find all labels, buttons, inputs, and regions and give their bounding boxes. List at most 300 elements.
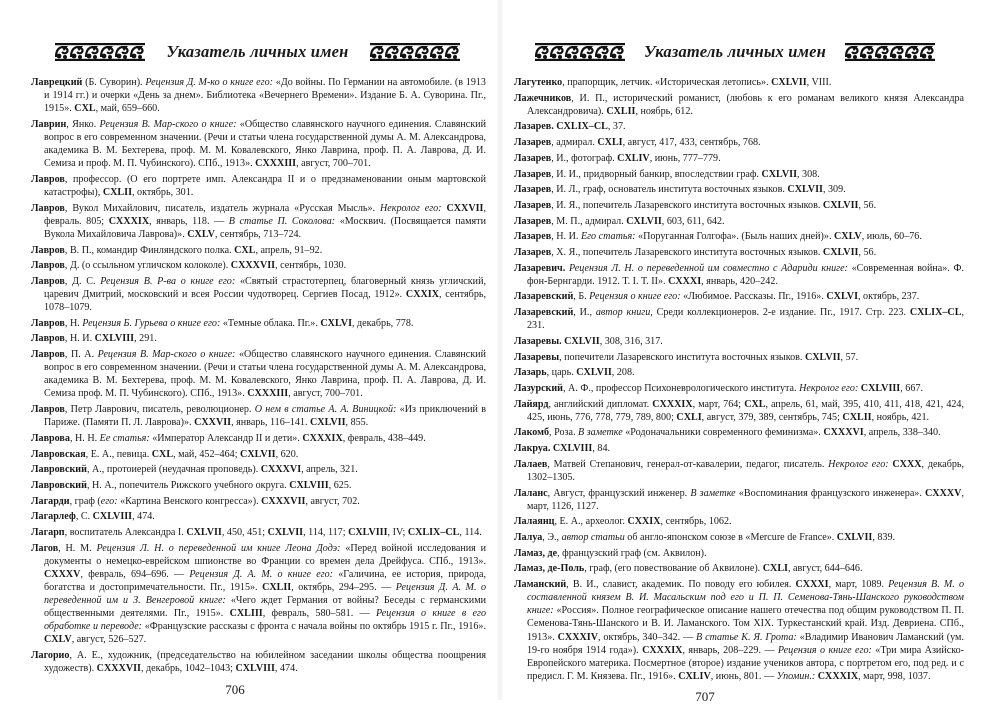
entry-text: , граф, (его повествование об Аквилоне). (584, 563, 763, 575)
entry-heading-or-volume: CXXXIX (302, 432, 343, 444)
index-entry (514, 262, 964, 288)
index-entry (514, 168, 964, 181)
entry-text: , М. П., адмирал. (551, 215, 627, 227)
entry-heading-or-volume: CXXXI (795, 579, 829, 591)
index-entry (31, 448, 486, 461)
entry-note: В заметке (690, 487, 739, 499)
entry-text: , Е. А., археолог. (554, 516, 628, 528)
entry-text: , 291. (134, 333, 157, 345)
entry-text: , февраль, 438–449. (342, 432, 426, 444)
entry-text: «Картина Венского конгресса»). (120, 495, 262, 507)
entry-text: , И. Я., попечитель Лазаревского института восточных языков. (551, 199, 823, 211)
entry-note: Рецензия Л. Н. о переведенной им книге Леона Додэ: (96, 542, 346, 554)
floral-ornament-icon (55, 42, 145, 62)
entry-text: (Б. Суворин). (82, 77, 146, 88)
entry-heading-or-volume: Ламанский (514, 579, 567, 591)
entry-heading-or-volume: CXL (744, 398, 766, 410)
entry-heading-or-volume: CXLVIII (348, 527, 388, 538)
entry-text: , попечители Лазаревского института восточных языков. (559, 351, 805, 363)
entry-heading-or-volume: CXL (234, 244, 256, 256)
entry-heading-or-volume: CXLVII (310, 417, 346, 429)
entry-text: , сентябрь, 713–724. (214, 228, 302, 240)
index-entry (31, 526, 486, 539)
entry-text: , А., протоиерей (неудачная проповедь). (86, 464, 261, 476)
entry-text: , октябрь, 294–295. — (291, 581, 396, 593)
entry-heading-or-volume: CXLVI (826, 291, 858, 303)
entry-note: Рецензия о книге его: (777, 644, 876, 656)
entry-text: , П. А. (64, 349, 98, 361)
entry-text: , Н. Н. (69, 432, 100, 444)
entry-text: , VIII. (806, 77, 832, 88)
entry-heading-or-volume: CXXVII (446, 202, 484, 214)
index-entry (514, 562, 964, 575)
entry-text: , 450, 451; (221, 527, 268, 538)
entry-text: , 37. (607, 121, 626, 133)
entry-text: , 839. (872, 532, 896, 544)
index-entry (31, 332, 486, 345)
entry-heading-or-volume: Лавров (31, 333, 65, 345)
entry-text: , январь, 208–229. — (682, 644, 778, 656)
entry-text: «Император Александр II и дети». (152, 432, 303, 444)
entry-text: , 56. (858, 246, 877, 258)
entry-text: , ноябрь, 612. (635, 105, 693, 117)
entry-text: , ноябрь, 421. (871, 411, 930, 423)
index-entry (514, 578, 964, 683)
entry-text: , французский граф (см. Аквилон). (557, 547, 707, 559)
index-entry (31, 649, 486, 675)
entry-heading-or-volume: Лакруа. CXLVIII (514, 443, 593, 455)
entry-text: , профессор. (О его портрете имп. Александра II и о предзнаменовании оным мартовской катастрофы), (44, 173, 486, 198)
entry-heading-or-volume: Лагарлеф (31, 511, 76, 523)
entry-heading-or-volume: CXLV (44, 634, 72, 646)
entry-note: В статье К. Я. Грота: (696, 631, 800, 643)
index-entry (514, 335, 964, 348)
entry-heading-or-volume: CXL (74, 103, 96, 115)
entry-text: , 114. (459, 527, 482, 538)
entry-note: В статье П. Соколова: (228, 215, 340, 227)
entry-text: , А. Ф., профессор Психоневрологического института. (563, 382, 800, 394)
entry-heading-or-volume: CXXX (892, 458, 922, 470)
entry-text: , август, 644–646. (787, 563, 863, 575)
index-entry (514, 382, 964, 395)
index-entry (31, 173, 486, 199)
entry-text: , июнь, 801. — (710, 670, 777, 682)
entry-text: , 208. (611, 367, 635, 379)
entry-heading-or-volume: Ламаз, де-Поль (514, 563, 585, 575)
page-number: 707 (695, 689, 715, 704)
entry-text: , август, 379, 389, сентябрь, 745; (701, 411, 843, 423)
entry-text: , английский дипломат. (548, 398, 653, 410)
entry-heading-or-volume: CXLVIII (860, 382, 901, 394)
entry-heading-or-volume: CXLVIII (235, 663, 275, 675)
entry-text: «Темные облака. Пг.». (222, 317, 321, 329)
entry-heading-or-volume: CXLVII (186, 527, 222, 538)
entry-text: , июнь, 777–779. (649, 152, 721, 164)
entry-text: , март, 764; (692, 398, 745, 410)
entry-text: , прапорщик, летчик. «Историческая летопись». (562, 77, 772, 88)
entry-note: В заметке (578, 427, 626, 439)
entry-heading-or-volume: CXXXIII (255, 158, 297, 170)
index-entry (514, 306, 964, 332)
entry-text: , воспитатель Александра I. (64, 527, 187, 538)
entry-heading-or-volume: CXXXIX (652, 398, 693, 410)
entry-text: , февраль. 805; (44, 202, 486, 227)
entry-heading-or-volume: Лазаревы (514, 351, 560, 363)
floral-ornament-icon (845, 42, 935, 62)
entry-text: , В. П., командир Финляндского полка. (64, 244, 235, 256)
index-entry (31, 317, 486, 330)
entry-heading-or-volume: CXXXIV (557, 631, 599, 643)
entry-text: , 114, 117; (303, 527, 349, 538)
index-entry (514, 366, 964, 379)
right-page (500, 0, 1000, 704)
entry-text: , Н. И. (551, 231, 581, 243)
entry-heading-or-volume: CXLVII (576, 367, 612, 379)
entry-heading-or-volume: CXXXI (668, 275, 702, 287)
entry-text: , март, 1126, 1127. (527, 487, 964, 512)
entry-heading-or-volume: CXXXVI (823, 427, 864, 439)
entry-text: «Современная война». Ф. фон-Бернгарди. 1912. Т. I. Т. II». (527, 262, 964, 287)
index-entry (31, 76, 486, 115)
index-entry (514, 199, 964, 212)
entry-text: , 56. (858, 199, 877, 211)
entry-note: Рецензия о книге его: (589, 291, 684, 303)
entry-heading-or-volume: CXLVII (787, 184, 823, 196)
entry-text: , октябрь, 340–342. — (598, 631, 697, 643)
entry-heading-or-volume: Лагарп (31, 527, 65, 538)
entry-heading-or-volume: Лазарь (514, 367, 547, 379)
entry-heading-or-volume: CXLII (842, 411, 872, 423)
entry-text: «Французские рассказы с фронта с начала войны по октябрь 1915 г. Пг., 1916». (144, 621, 487, 633)
entry-heading-or-volume: CXXXIX (817, 670, 859, 682)
entry-text: , Х. Я., попечитель Лазаревского института восточных языков. (551, 246, 823, 258)
entry-note: его: (100, 495, 121, 507)
entry-heading-or-volume: CXLVI (320, 317, 352, 329)
entry-text: , Н. А., попечитель Рижского учебного округа. (86, 479, 290, 491)
entry-text: , март, 1089. (828, 579, 889, 591)
entry-heading-or-volume: CXXXV (44, 568, 81, 580)
entry-heading-or-volume: Лагорио (31, 650, 70, 662)
entry-heading-or-volume: Лазаревы. CXLVII (514, 335, 600, 347)
entry-heading-or-volume: CXLV (187, 228, 215, 240)
entry-text: , август, 702. (305, 495, 360, 507)
entry-text: , IV; (387, 527, 408, 538)
entry-note: Рецензия Д. А. М. о книге его: (189, 568, 339, 580)
entry-note: Рецензия В. Мар-ского о книге: (99, 118, 240, 130)
entry-text: , Петр Лаврович, писатель, революционер. (64, 404, 255, 416)
entry-text: , 667. (900, 382, 923, 394)
index-entry (514, 458, 964, 484)
entry-text: , 603, 611, 642. (661, 215, 725, 227)
entry-heading-or-volume: Лагутенко (514, 77, 563, 88)
entry-text: , Матвей Степанович, генерал-от-кавалерии, педагог, писатель. (547, 458, 829, 470)
entry-heading-or-volume: Лазарев (514, 168, 552, 180)
entry-text: , февраль, 694–696. — (80, 568, 190, 580)
entry-heading-or-volume: Лазарев (514, 199, 552, 211)
entry-heading-or-volume: CXXXIX (108, 215, 150, 227)
entry-heading-or-volume: Лазарев (514, 231, 552, 243)
entry-text: «Любимое. Рассказы. Пг., 1916». (683, 291, 827, 303)
index-entry (31, 510, 486, 523)
entry-heading-or-volume: Лаврин (31, 118, 67, 130)
entry-text: , апрель, 61, май, 395, 410, 411, 418, 421, 424, 425, июнь, 776, 778, 779, 789, 800; (527, 398, 964, 423)
entry-text: , царь. (546, 367, 577, 379)
entry-text: , И. Л., граф, основатель института восточных языков. (551, 184, 788, 196)
entry-text: , сентябрь, 1030. (275, 260, 347, 272)
entry-text: «Родоначальники современного феминизма». (625, 427, 824, 439)
entry-heading-or-volume: CXLII (262, 581, 292, 593)
entry-heading-or-volume: CXLVII (822, 199, 859, 211)
entry-text: , Роза. (549, 427, 579, 439)
entry-heading-or-volume: Лагов (31, 542, 59, 554)
entry-heading-or-volume: Лазаревич. (514, 262, 566, 274)
entry-heading-or-volume: Лавров (31, 173, 65, 185)
entry-text: , Н. И. (64, 333, 95, 345)
entry-heading-or-volume: Лаврова (31, 432, 70, 444)
entry-heading-or-volume: CXLIX–CL (909, 307, 962, 319)
entry-note: Некролог его: (799, 382, 861, 394)
entry-text: , апрель, 338–340. (863, 427, 941, 439)
entry-heading-or-volume: Лалаянц (514, 516, 555, 528)
index-entry (514, 290, 964, 303)
index-entry (31, 275, 486, 314)
entry-text: , сентябрь, 1078–1079. (44, 288, 486, 314)
entry-text: «Перед войной исследования и документы о немецко-еврейском шпионстве во Франции со времен дела Дрейфуса. СПб., 1913». (44, 542, 486, 567)
entry-text: , май, 452–464; (173, 448, 241, 460)
entry-heading-or-volume: Лавровский (31, 479, 87, 491)
entry-note: Упомин.: (776, 670, 818, 682)
entry-heading-or-volume: Лазаревский (514, 291, 574, 303)
entry-heading-or-volume: Лавров (31, 317, 65, 329)
index-entry (514, 351, 964, 364)
index-entry (514, 215, 964, 228)
entry-heading-or-volume: CXL (151, 448, 174, 460)
entry-text: , 308, 316, 317. (599, 335, 663, 347)
floral-ornament-icon (535, 42, 625, 62)
entry-note: автор книги, (595, 307, 657, 319)
entry-heading-or-volume: Лавров (31, 349, 65, 361)
entry-heading-or-volume: Лаланс (514, 487, 548, 499)
entry-text: , А. Е., художник, (председательство на юбилейном заседании школы общества поощрения художеств). (44, 650, 486, 675)
entry-text: , Н. М. (58, 542, 97, 554)
entry-text: , Э., (542, 532, 562, 544)
entry-heading-or-volume: CXXXVII (96, 663, 141, 675)
entry-text: , октябрь, 301. (132, 186, 194, 198)
entry-note: Рецензия Б. Гурьева о книге его: (82, 317, 223, 329)
entry-text: «До войны. По Германии на автомобиле. (в 1913 и 1914 гг.) и очерки «День за днем». Библиотека «Вечернего Времени». Издание Б. А. Суворина. Пг., 1915». (44, 77, 486, 115)
entry-text: , 231. (527, 307, 964, 332)
entry-heading-or-volume: CXLVII (240, 448, 276, 460)
entry-heading-or-volume: Лазарев (514, 152, 552, 164)
entry-text: , Д. С. (64, 275, 101, 287)
entry-text: , декабрь, 1302–1305. (527, 458, 964, 483)
entry-note: автор статьи (561, 532, 628, 544)
entry-heading-or-volume: CXXVII (194, 417, 232, 429)
entry-note: Рецензия В. Р-ва о книге его: (100, 275, 240, 287)
entry-text: , адмирал. (551, 137, 598, 149)
entry-text: об англо-японском союзе в «Mercure de France». (627, 532, 837, 544)
entry-note: Рецензия Д. А. М. о переведенной им и З. Венгеровой книге: (44, 581, 486, 607)
entry-heading-or-volume: Лазаревский (514, 307, 574, 319)
index-entry (31, 118, 486, 170)
entry-text: , июль, 60–76. (861, 231, 922, 243)
index-entry (31, 479, 486, 492)
index-entry (31, 495, 486, 508)
entry-note: Ее статья: (99, 432, 153, 444)
entry-heading-or-volume: CXLIV (678, 670, 711, 682)
entry-heading-or-volume: Лазарев (514, 246, 552, 258)
entry-heading-or-volume: CXXXV (925, 487, 962, 499)
index-entry (514, 398, 964, 424)
entry-heading-or-volume: Лавров (31, 260, 65, 272)
entry-text: , Д. (о ссыльном угличском колоколе). (64, 260, 231, 272)
entry-text: , 309. (822, 184, 846, 196)
entry-text: , Вукол Михайлович, писатель, издатель журнала «Русская Мысль». (64, 202, 380, 214)
entry-text: «Галичина, ее история, природа, богатства и достопримечательности. Пг., 1915». (44, 568, 486, 593)
index-entry (31, 463, 486, 476)
index-entry (514, 183, 964, 196)
entry-heading-or-volume: CXLVIII (94, 333, 135, 345)
entry-heading-or-volume: CXLVII (267, 527, 304, 538)
left-page (0, 0, 500, 700)
index-entries (31, 76, 486, 678)
entry-text: , граф ( (69, 495, 101, 507)
entry-text: , декабрь, 778. (352, 317, 414, 329)
index-entry (514, 76, 964, 89)
entry-text: «Поруганная Голгофа». (Быль наших дней)». (638, 231, 834, 243)
entry-note: Рецензия Л. Н. о переведенной им совместно с Адариди книге: (568, 262, 852, 274)
index-entry (514, 487, 964, 513)
entry-text: , С. (75, 511, 93, 523)
index-entry (514, 531, 964, 544)
entry-text: , октябрь, 237. (858, 291, 920, 303)
entry-text: , 625. (328, 479, 352, 491)
index-entry (514, 136, 964, 149)
entry-heading-or-volume: CXLI (676, 411, 702, 423)
entry-heading-or-volume: Лалуа (514, 532, 543, 544)
entry-heading-or-volume: CXLVII (626, 215, 662, 227)
entry-text: , Янко. (66, 118, 100, 130)
entry-note: Некролог его: (828, 458, 893, 470)
index-entry (514, 442, 964, 455)
entry-text: «Общество славянского научного единения. Славянский вопрос в его современном значении. (Речи и статьи члена государственной думы А. М. Александрова, академика В. М. Бехтерева, проф. М. М. Ковалевского, Янко Лаврина, проф. П. А. Лаврова, Д. И. Семиза проф. М. П. Чубинского). СПб., 1913». (44, 349, 486, 400)
entry-text: , февраль, 580–581. — (262, 608, 376, 620)
entry-text: , апрель, 91–92. (255, 244, 323, 256)
entry-text: , 474. (132, 511, 155, 523)
entry-text: , январь, 420–242. (701, 275, 778, 287)
entry-text: , Е. А., певица. (85, 448, 152, 460)
running-title: Указатель личных имен (166, 42, 349, 61)
entry-text: , 855. (345, 417, 369, 429)
entry-heading-or-volume: Лавровский (31, 464, 87, 476)
entry-text: , Н. (64, 317, 83, 329)
entry-text: «Три мира Азийско-Европейского материка. Посмертное (второе) издание учеников автора, с портретом его, под ред. и с предисл. Г. М. Князева. Пг., 1916». (527, 644, 965, 682)
entry-text: , 620. (275, 448, 299, 460)
entry-text: , сентябрь, 1062. (660, 516, 732, 528)
entry-heading-or-volume: Лазарев (514, 137, 552, 149)
entry-heading-or-volume: Лалаев (514, 458, 548, 470)
index-entry (514, 120, 964, 133)
entry-note: Рецензия о книге в его обработке и переводе: (44, 608, 486, 633)
entry-heading-or-volume: CXLI (597, 137, 623, 149)
entry-heading-or-volume: Лазарев (514, 184, 552, 196)
entry-text: «Россия». Полное географическое описание нашего отечества под общим руководством П. П. Семенова-Тянь-Шанского и В. И. Ламанского. Том XIX. Туркестанский край. Изд. Девриена. СПб., 1913». (527, 605, 964, 643)
entry-heading-or-volume: CXXXVII (261, 495, 306, 507)
entry-text: , И., фотограф. (551, 152, 618, 164)
index-entries (514, 76, 964, 685)
index-entry (514, 515, 964, 528)
entry-text: , Август, французский инженер. (547, 487, 691, 499)
entry-heading-or-volume: Ламаз, де (514, 547, 558, 559)
entry-text: , август, 526–527. (71, 634, 147, 646)
entry-heading-or-volume: CXXXIII (247, 388, 289, 400)
entry-heading-or-volume: CXXIX (405, 288, 439, 300)
entry-text: «Святый страстотерпец, благоверный князь угличский, царевич Дмитрий, московский и всея России чудотворец. Сергиев Посад, 1912». (44, 275, 487, 300)
entry-heading-or-volume: Лайярд (514, 398, 549, 410)
index-entry (514, 152, 964, 165)
index-entry (31, 259, 486, 272)
left-page-header (55, 40, 460, 64)
entry-text: «Воспоминания французского инженера». (738, 487, 926, 499)
index-entry (514, 547, 964, 560)
entry-note: Рецензия В. Мар-ского о книге: (97, 349, 239, 361)
index-entry (514, 426, 964, 439)
entry-heading-or-volume: CXXXVI (260, 464, 302, 476)
entry-heading-or-volume: Лажечников (514, 92, 572, 104)
entry-note: Рецензия В. М. о составленной князем В. И. Масальским под его и П. П. Семенова-Тянь-Шанского руководством книге: (527, 579, 964, 617)
entry-note: Некролог его: (379, 202, 447, 214)
entry-heading-or-volume: CXLII (606, 105, 636, 117)
index-entry (31, 244, 486, 257)
entry-heading-or-volume: Лагарди (31, 495, 70, 507)
entry-note: Рецензия Д. М-ко о книге его: (145, 77, 276, 88)
entry-text: «Москвич. (Посвящается памяти Вукола Михайловича Лаврова)». (44, 215, 486, 240)
index-entry (514, 246, 964, 259)
entry-heading-or-volume: CXLVII (804, 351, 841, 363)
entry-heading-or-volume: Лавров (31, 404, 65, 416)
index-entry (31, 432, 486, 445)
index-entry (514, 92, 964, 118)
entry-text: , январь, 118. — (149, 215, 229, 227)
entry-text: , 474. (274, 663, 298, 675)
entry-text: «Чего ждет Германия от войны? Беседы с германскими общественными деятелями. Пг., 1915». (44, 595, 486, 620)
entry-text: , И. П., исторический романист, (любовь к его романам великого князя Александра Александровича). (527, 92, 964, 117)
entry-heading-or-volume: Лакомб (514, 427, 550, 439)
entry-heading-or-volume: Лавровская (31, 448, 86, 460)
entry-text: , И., (573, 307, 596, 319)
entry-text: , август, 700–701. (288, 388, 363, 400)
index-entry (31, 403, 486, 429)
running-title: Указатель личных имен (643, 42, 827, 61)
floral-ornament-icon (370, 42, 460, 62)
entry-heading-or-volume: Лаврецкий (31, 77, 83, 88)
entry-heading-or-volume: CXLV (834, 231, 862, 243)
entry-text: , В. И., славист, академик. По поводу его юбилея. (566, 579, 796, 591)
entry-text: , август, 700–701. (296, 158, 371, 170)
entry-text: , январь, 116–141. (231, 417, 310, 429)
entry-text: , март, 998, 1037. (858, 670, 931, 682)
entry-heading-or-volume: CXLVII (836, 532, 873, 544)
entry-heading-or-volume: CXLVIII (289, 479, 329, 491)
entry-heading-or-volume: CXLVIII (92, 511, 133, 523)
entry-text: , декабрь, 1042–1043; (140, 663, 236, 675)
index-entry (514, 230, 964, 243)
entry-heading-or-volume: Лавров (31, 244, 65, 256)
entry-text: Среди коллекционеров. 2-е издание. Пг., 1917. Стр. 223. (656, 307, 910, 319)
entry-text: , 84. (592, 443, 611, 455)
entry-text: , август, 417, 433, сентябрь, 768. (622, 137, 761, 149)
entry-heading-or-volume: Лавров (31, 275, 65, 287)
